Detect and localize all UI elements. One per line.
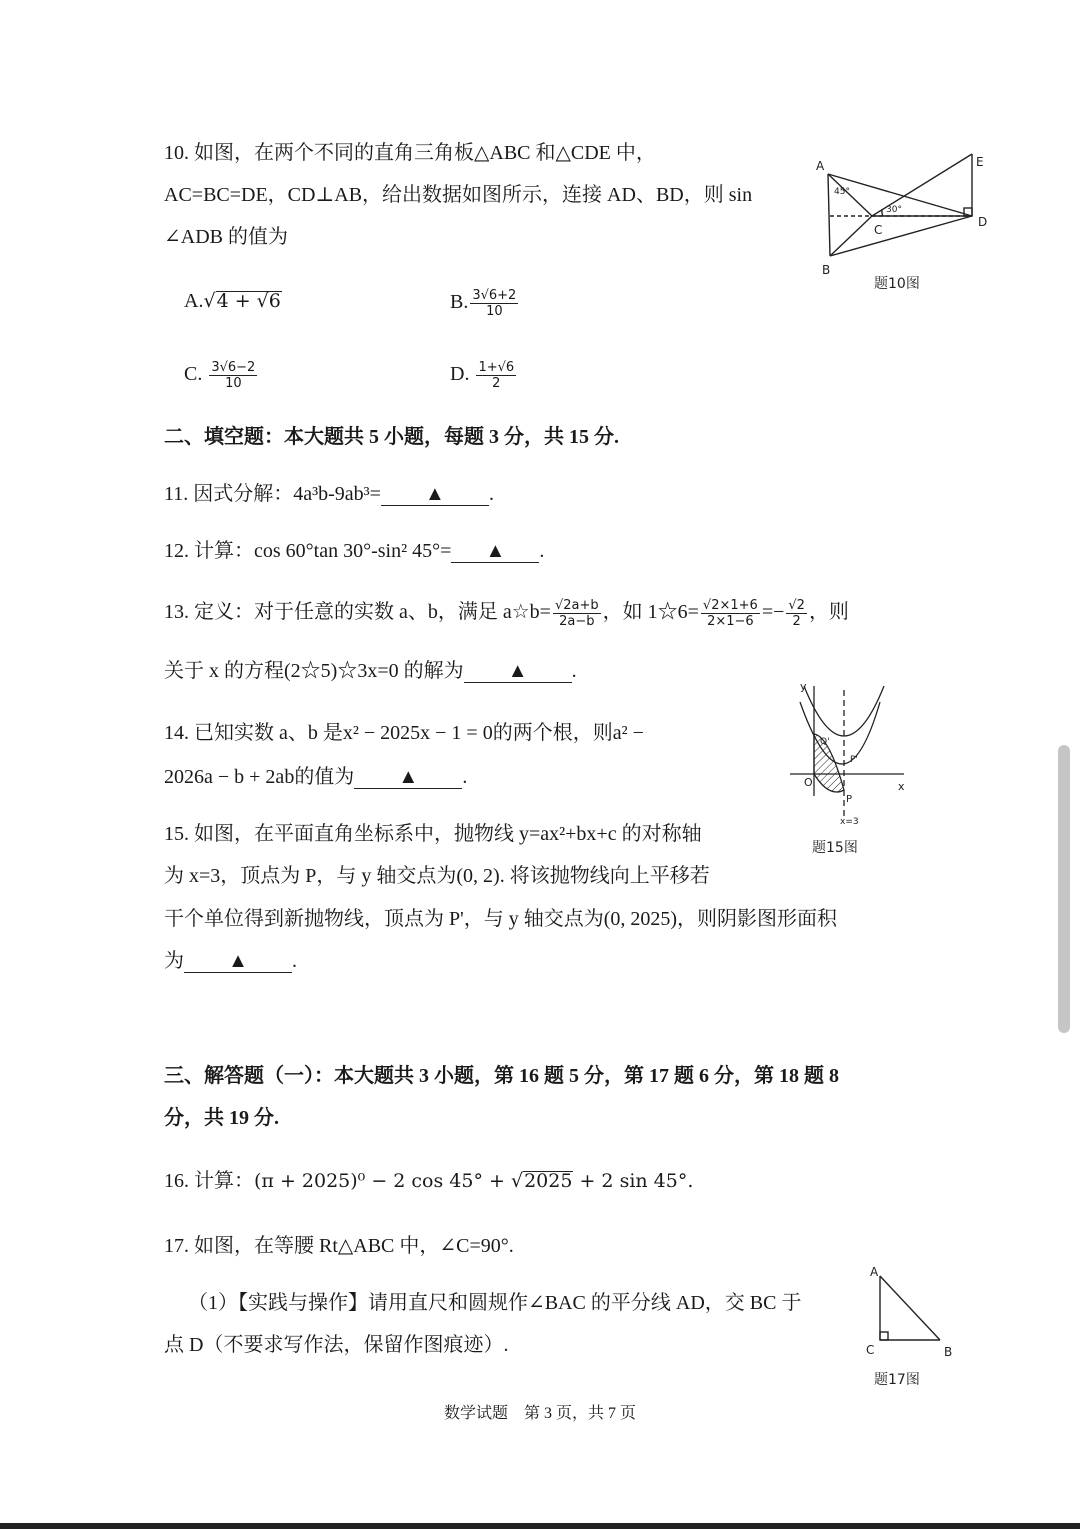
section3-heading-line-1: 三、解答题（一）：本大题共 3 小题，第 16 题 5 分，第 17 题 6 分，第 18 题 8: [164, 1065, 839, 1087]
q13-result-numerator: √2: [788, 598, 805, 613]
q10-figure: [812, 148, 1002, 298]
fig10-label-d: D: [978, 215, 988, 229]
side-ab: [828, 174, 830, 256]
fig10-angle-45: 45°: [834, 187, 850, 197]
q10-option-b[interactable]: [450, 288, 520, 319]
fig17-label-a: A: [870, 1265, 879, 1279]
q15-line-2: 为 x=3，顶点为 P，与 y 轴交点为(0, 2). 将该抛物线向上平移若: [164, 865, 710, 887]
q13-line-2: [164, 658, 577, 684]
q16-radicand: 2025: [524, 1170, 573, 1192]
fig10-label-a: A: [816, 159, 825, 173]
q13-result-denominator: 2: [792, 614, 801, 629]
option-a-prefix: A.: [184, 290, 204, 312]
q10-option-c[interactable]: [184, 360, 259, 391]
q10-option-d[interactable]: [450, 360, 518, 391]
angle-arc-30: [882, 210, 883, 216]
q13-example-denominator: 2×1−6: [707, 614, 754, 629]
parabola-original: [800, 702, 880, 764]
q12-answer-blank[interactable]: ▲: [451, 540, 539, 563]
q15-figure: [784, 676, 914, 866]
option-b-denominator: 10: [486, 304, 503, 319]
side-ab: [880, 1276, 940, 1340]
q17-figure: [860, 1262, 960, 1392]
q15-end: .: [292, 950, 297, 972]
option-c-numerator: 3√6−2: [211, 360, 256, 375]
q15-text-line4: 为: [164, 950, 184, 972]
option-d-prefix: D.: [450, 363, 475, 386]
q15-line-3: 干个单位得到新抛物线，顶点为 P'，与 y 轴交点为(0, 2025)，则阴影图形面积: [164, 908, 838, 930]
q15-line-1: 15. 如图，在平面直角坐标系中，抛物线 y=ax²+bx+c 的对称轴: [164, 823, 702, 845]
fig15-label-x: x: [898, 780, 905, 793]
q15-line-4: [164, 948, 297, 974]
q14-line-1: 14. 已知实数 a、b 是x² − 2025x − 1 = 0的两个根，则a² −: [164, 722, 644, 744]
option-a-radicand: 4 + √6: [216, 290, 281, 312]
fig10-caption: 题10图: [874, 276, 920, 292]
fig17-caption: 题17图: [874, 1372, 920, 1388]
q10-line-3: ∠ADB 的值为: [164, 226, 288, 248]
option-b-numerator: 3√6+2: [472, 288, 517, 303]
fig15-label-axis: x=3: [840, 817, 859, 827]
bottom-edge-bar: [0, 1523, 1080, 1529]
fig15-label-y: y: [800, 680, 807, 693]
q13-text-b: ，如 1☆6=: [602, 601, 699, 624]
q17-sub1-line-2: 点 D（不要求写作法，保留作图痕迹）.: [164, 1334, 509, 1356]
option-d-numerator: 1+√6: [478, 360, 515, 375]
q10-option-a[interactable]: A.√4 + √6: [184, 290, 281, 312]
option-c-denominator: 10: [225, 376, 242, 391]
fig15-label-p: P: [846, 794, 853, 805]
q13-text-c: =−: [761, 601, 785, 624]
q17-sub1-line-1: （1）【实践与操作】请用直尺和圆规作∠BAC 的平分线 AD，交 BC 于: [188, 1292, 802, 1314]
q13-def-denominator: 2a−b: [559, 614, 595, 629]
q13-answer-blank[interactable]: ▲: [464, 660, 572, 683]
q10-line-2: AC=BC=DE，CD⊥AB，给出数据如图所示，连接 AD、BD，则 sin: [164, 184, 753, 206]
q16-prefix: 16. 计算：: [164, 1170, 254, 1192]
page-footer: 数学试题 第 3 页，共 7 页: [443, 1405, 636, 1422]
q16-expr-a: (π + 2025)⁰ − 2 cos 45° +: [254, 1170, 511, 1192]
fig10-label-e: E: [976, 155, 984, 169]
fig17-label-b: B: [944, 1345, 953, 1359]
fig15-caption: 题15图: [812, 840, 858, 856]
q17-line-1: 17. 如图，在等腰 Rt△ABC 中，∠C=90°.: [164, 1235, 514, 1257]
fig15-label-origin: O: [804, 776, 813, 789]
fig10-label-b: B: [822, 263, 831, 277]
fig17-label-c: C: [866, 1343, 875, 1357]
right-angle-mark: [880, 1332, 888, 1340]
q13-def-numerator: √2a+b: [554, 598, 599, 613]
option-d-denominator: 2: [492, 376, 501, 391]
section2-heading: 二、填空题：本大题共 5 小题，每题 3 分，共 15 分.: [164, 426, 619, 448]
q14-text-line2: 2026a − b + 2ab的值为: [164, 766, 355, 788]
q13-text-line2: 关于 x 的方程(2☆5)☆3x=0 的解为: [164, 660, 464, 682]
q11-answer-blank[interactable]: ▲: [381, 483, 489, 506]
q14-end: .: [462, 766, 468, 788]
q16-expr-b: + 2 sin 45°.: [573, 1170, 694, 1192]
option-b-prefix: B.: [450, 291, 469, 314]
q11-end: .: [488, 483, 494, 505]
q14-line-2: [164, 764, 467, 790]
fig15-label-q-prime: Q': [820, 737, 830, 747]
option-c-prefix: C.: [184, 363, 208, 386]
fig10-angle-30: 30°: [886, 205, 902, 215]
scrollbar-thumb[interactable]: [1058, 745, 1070, 1033]
q12-text: 12. 计算：cos 60°tan 30°-sin² 45°=: [164, 540, 452, 562]
q10-line-1: 10. 如图，在两个不同的直角三角板△ABC 和△CDE 中，: [164, 142, 656, 164]
q16-line: 16. 计算：(π + 2025)⁰ − 2 cos 45° + √2025 + 2 sin 45°.: [164, 1170, 694, 1192]
q13-example-numerator: √2×1+6: [702, 598, 758, 613]
q12-end: .: [539, 540, 545, 562]
q12-line: [164, 538, 544, 564]
fig15-label-p-prime: P': [850, 755, 858, 765]
q13-line-1: [164, 598, 849, 629]
q13-text-a: 13. 定义：对于任意的实数 a、b，满足 a☆b=: [164, 601, 551, 624]
q11-line: [164, 481, 494, 507]
q11-text: 11. 因式分解：4a³b-9ab³=: [164, 483, 381, 505]
fig10-label-c: C: [874, 223, 883, 237]
q13-text-d: ，则: [808, 601, 849, 624]
section3-heading-line-2: 分，共 19 分.: [164, 1107, 279, 1129]
q15-answer-blank[interactable]: ▲: [184, 950, 292, 973]
q14-answer-blank[interactable]: ▲: [354, 766, 462, 789]
q13-end: .: [571, 660, 577, 682]
